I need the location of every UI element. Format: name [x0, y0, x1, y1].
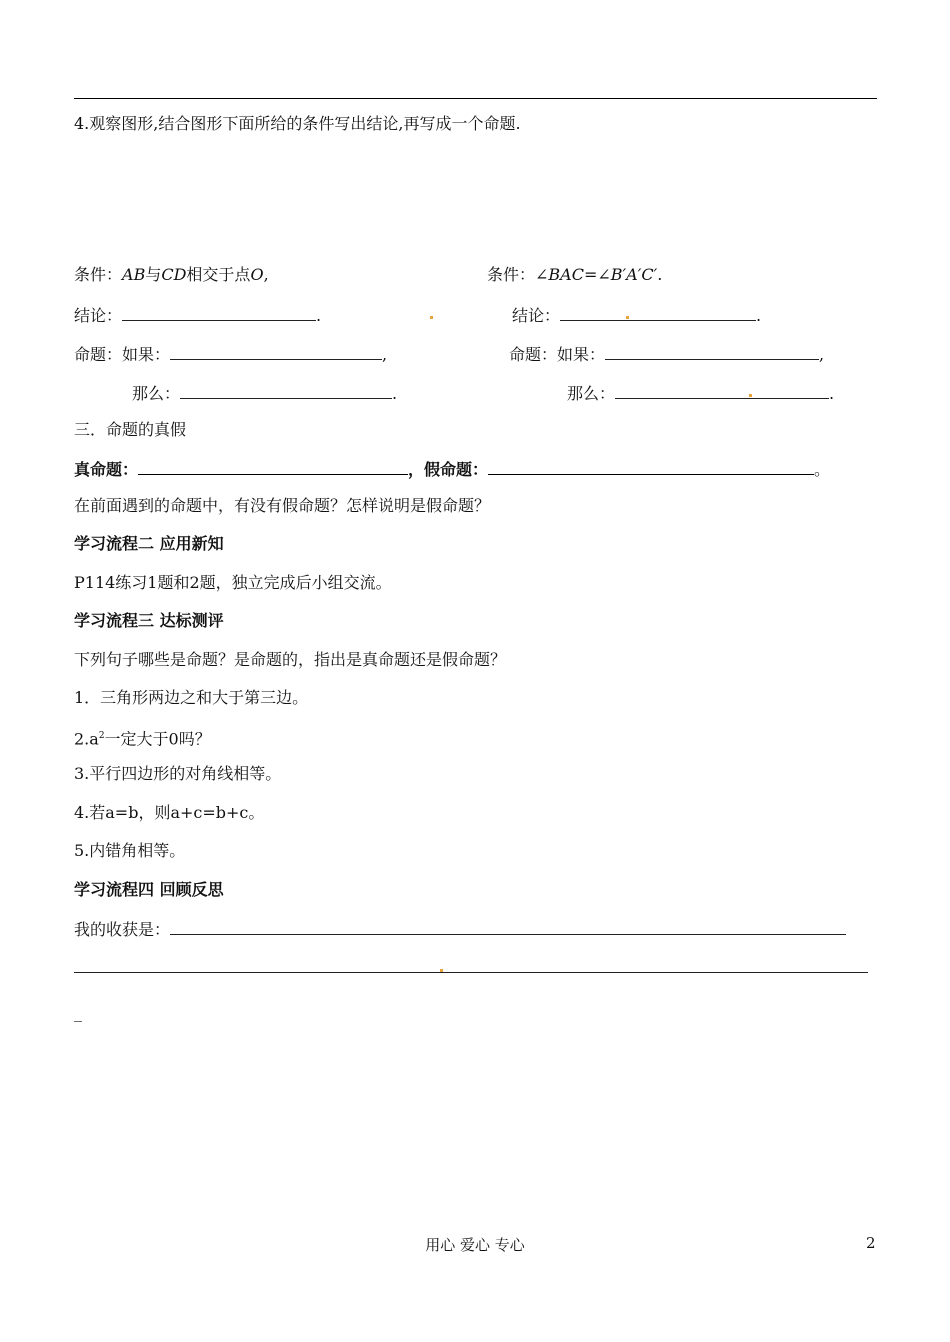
right-proposition-then: 那么： .: [567, 384, 835, 403]
harvest-blank-2[interactable]: [74, 956, 868, 973]
mark-dot: [440, 969, 443, 972]
mark-dot: [749, 394, 752, 397]
section-3-heading: 三．命题的真假: [74, 420, 187, 439]
exercise-item-4: 4.若a=b，则a+c=b+c。: [74, 803, 265, 822]
flow-2-title: 学习流程二 应用新知: [74, 534, 224, 553]
mark-dot: [430, 316, 433, 319]
exercise-item-5: 5.内错角相等。: [74, 841, 186, 860]
harvest-blank[interactable]: [170, 918, 846, 935]
flow-4-title: 学习流程四 回顾反思: [74, 880, 224, 899]
true-proposition-blank[interactable]: [138, 458, 408, 475]
flow-3-title: 学习流程三 达标测评: [74, 611, 224, 630]
exercise-item-3: 3.平行四边形的对角线相等。: [74, 764, 282, 783]
trailing-dash: _: [74, 1003, 82, 1022]
right-proposition-if: 命题：如果： ,: [509, 345, 825, 364]
mark-dot: [626, 316, 629, 319]
header-rule: [74, 98, 877, 99]
right-conclusion-blank[interactable]: [560, 304, 756, 321]
left-conclusion-blank[interactable]: [122, 304, 316, 321]
right-condition: 条件：∠BAC=∠B′A′C′.: [487, 265, 663, 284]
exercise-item-2: $2.a^2$一定大于0吗？: [74, 729, 211, 749]
page-footer: 用心 爱心 专心: [425, 1236, 525, 1254]
false-proposition-blank[interactable]: [488, 458, 814, 475]
false-proposition-question: 在前面遇到的命题中，有没有假命题？怎样说明是假命题？: [74, 496, 491, 515]
right-if-blank[interactable]: [605, 343, 819, 360]
left-then-blank[interactable]: [180, 382, 392, 399]
flow-2-text: P114练习1题和2题，独立完成后小组交流。: [74, 573, 392, 592]
left-if-blank[interactable]: [170, 343, 382, 360]
right-then-blank[interactable]: [615, 382, 829, 399]
harvest-line-2: [74, 956, 868, 978]
page-number: 2: [866, 1234, 876, 1252]
left-proposition-then: 那么： .: [132, 384, 398, 403]
flow-3-question: 下列句子哪些是命题？是命题的，指出是真命题还是假命题？: [74, 650, 507, 669]
left-proposition-if: 命题：如果： ,: [74, 345, 388, 364]
exercise-item-1: 1．三角形两边之和大于第三边。: [74, 688, 309, 707]
true-false-line: 真命题： ，假命题： 。: [74, 460, 831, 479]
harvest-line: 我的收获是：: [74, 918, 846, 940]
right-conclusion: 结论： .: [512, 306, 762, 325]
left-condition: 条件：AB与CD相交于点O,: [74, 265, 269, 284]
left-conclusion: 结论： .: [74, 306, 322, 325]
intro-instruction: 4.观察图形,结合图形下面所给的条件写出结论,再写成一个命题.: [74, 114, 521, 133]
